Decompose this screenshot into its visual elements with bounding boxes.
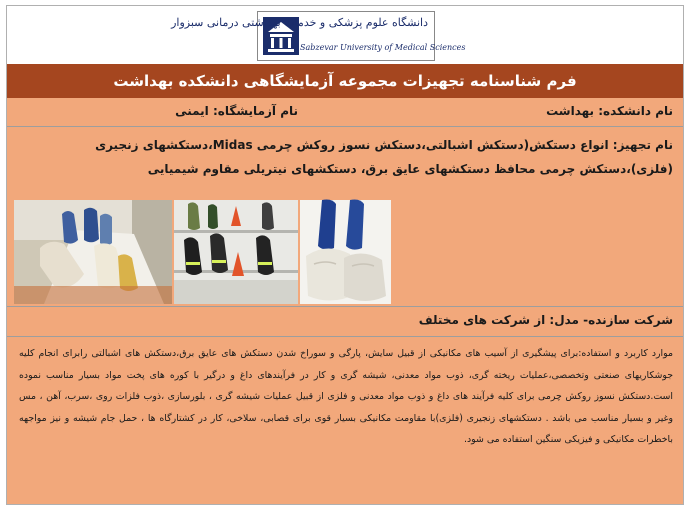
manufacturer-row [7, 307, 683, 337]
photo-gloves-fireproof [300, 200, 391, 304]
photo-gloves-display [174, 200, 298, 304]
photo-gloves-assorted [14, 200, 172, 304]
university-logo [171, 11, 466, 61]
form-title: فرم شناسنامه تجهیزات مجموعه آزمایشگاهی دانشکده بهداشت [7, 64, 683, 98]
equipment-name: نام تجهیز: انواع دستکش(دستکش اشبالتی،دستکش نسوز روکش چرمی Midas،دستکشهای زنجیری (فلزی)،دستکش چرمی محافظ دستکشهای عایق برق، دستکشهای نیتریلی مقاوم شیمیایی [95, 138, 673, 176]
manufacturer-model: شرکت سازنده- مدل: از شرکت های مختلف [418, 313, 673, 327]
logo-name-fa: دانشگاه علوم پزشکی و خدمات بهداشتی درمانی سبزوار [171, 16, 428, 29]
faculty-name: نام دانشکده: بهداشت [546, 104, 673, 118]
logo-name-en: Sabzevar University of Medical Sciences [300, 43, 466, 52]
equipment-section [7, 127, 683, 307]
usage-description: موارد کاربرد و استفاده:برای پیشگیری از آسیب های مکانیکی از قبیل سایش، پارگی و سوراخ شدن دستکش های عایق برق،دستکش های اشبالتی رابرای انجام کلیه جوشکاریهای صنعتی وتخصصی،عملیات ریخته گری، ذوب مواد معدنی، شیشه گری و کار در فرآیندهای داغ و درگیر با کوره های پخت مواد بسیار مناسب نموده است.دستکش نسوز روکش چرمی برای کلیه فرآیند های داغ و ذوب مواد معدنی و فلزی از قبیل عملیات شیشه گری ، بلورسازی ،ذوب فلزات روی ،سرب، آهن ، مس وغیر و بسیار مناسب می باشد . دستکشهای زنجیری (فلزی)با مقاومت مکانیکی بسیار قوی برای قصابی، سلاخی، کار در کشتارگاه ها ، حمل جام شیشه و نیز مواجهه باخطرات مکانیکی و فیزیکی سنگین استفاده می شود. [19, 348, 673, 445]
usage-section [7, 337, 683, 504]
lab-name: نام آزمایشگاه: ایمنی [175, 104, 298, 118]
info-row [7, 98, 683, 127]
